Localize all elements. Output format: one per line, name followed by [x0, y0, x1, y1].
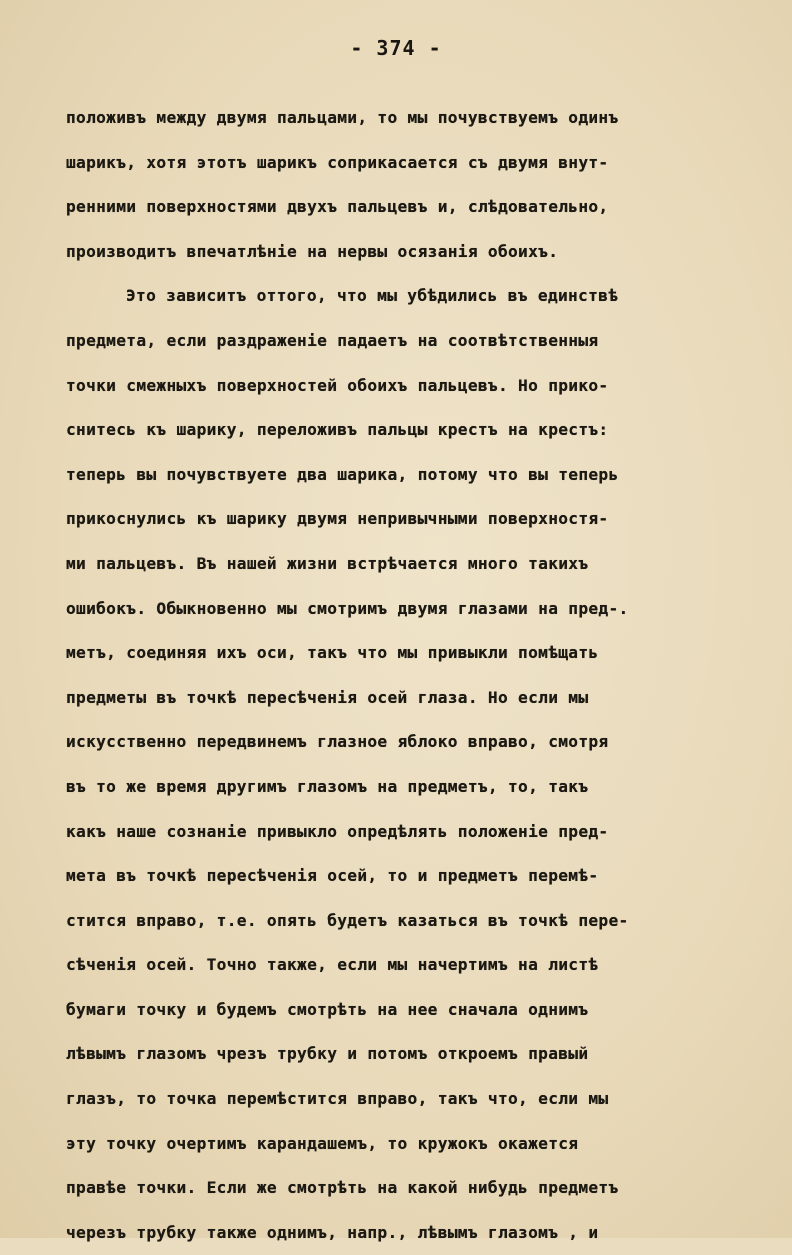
text-line: черезъ трубку также однимъ, напр., лѣвымъ глазомъ , и: [66, 1222, 599, 1242]
text-line: производитъ впечатлѣніе на нервы осязанія обоихъ.: [66, 241, 559, 261]
text-line: какъ наше сознаніе привыкло опредѣлять положеніе пред-: [66, 821, 609, 841]
text-line: предметы въ точкѣ пересѣченія осей глаза. Но если мы: [66, 687, 589, 707]
page-number: - 374 -: [350, 36, 442, 60]
text-line: ошибокъ. Обыкновенно мы смотримъ двумя глазами на пред-.: [66, 598, 629, 618]
text-line: ренними поверхностями двухъ пальцевъ и, слѣдовательно,: [66, 197, 609, 217]
text-line: сѣченія осей. Точно также, если мы начертимъ на листѣ: [66, 955, 599, 975]
text-line: въ то же время другимъ глазомъ на предметъ, то, такъ: [66, 776, 589, 796]
text-line: ми пальцевъ. Въ нашей жизни встрѣчается много такихъ: [66, 553, 589, 573]
text-line: лѣвымъ глазомъ чрезъ трубку и потомъ откроемъ правый: [66, 1044, 589, 1064]
text-line: Это зависитъ оттого, что мы убѣдились въ единствѣ: [126, 286, 619, 306]
text-line: метъ, соединяя ихъ оси, такъ что мы привыкли помѣщать: [66, 643, 599, 663]
text-line: искусственно передвинемъ глазное яблоко вправо, смотря: [66, 732, 609, 752]
text-line: снитесь къ шарику, переложивъ пальцы крестъ на крестъ:: [66, 420, 609, 440]
text-line: предмета, если раздраженіе падаетъ на соотвѣтственныя: [66, 330, 599, 350]
text-body: [66, 96, 766, 1255]
text-line: положивъ между двумя пальцами, то мы почувствуемъ одинъ: [66, 108, 619, 127]
text-line: глазъ, то точка перемѣстится вправо, такъ что, если мы: [66, 1089, 609, 1109]
text-line: прикоснулись къ шарику двумя непривычными поверхностя-: [66, 509, 609, 529]
text-line: шарикъ, хотя этотъ шарикъ соприкасается съ двумя внут-: [66, 152, 609, 172]
text-line: теперь вы почувствуете два шарика, потому что вы теперь: [66, 464, 619, 484]
text-line: правѣе точки. Если же смотрѣть на какой нибудь предметъ: [66, 1178, 619, 1198]
text-line: мета въ точкѣ пересѣченія осей, то и предметъ перемѣ-: [66, 866, 599, 886]
text-line: эту точку очертимъ карандашемъ, то кружокъ окажется: [66, 1133, 579, 1153]
text-line: точки смежныхъ поверхностей обоихъ пальцевъ. Но прико-: [66, 375, 609, 395]
text-line: бумаги точку и будемъ смотрѣть на нее сначала однимъ: [66, 999, 589, 1019]
text-line: стится вправо, т.е. опять будетъ казаться въ точкѣ пере-: [66, 910, 629, 930]
